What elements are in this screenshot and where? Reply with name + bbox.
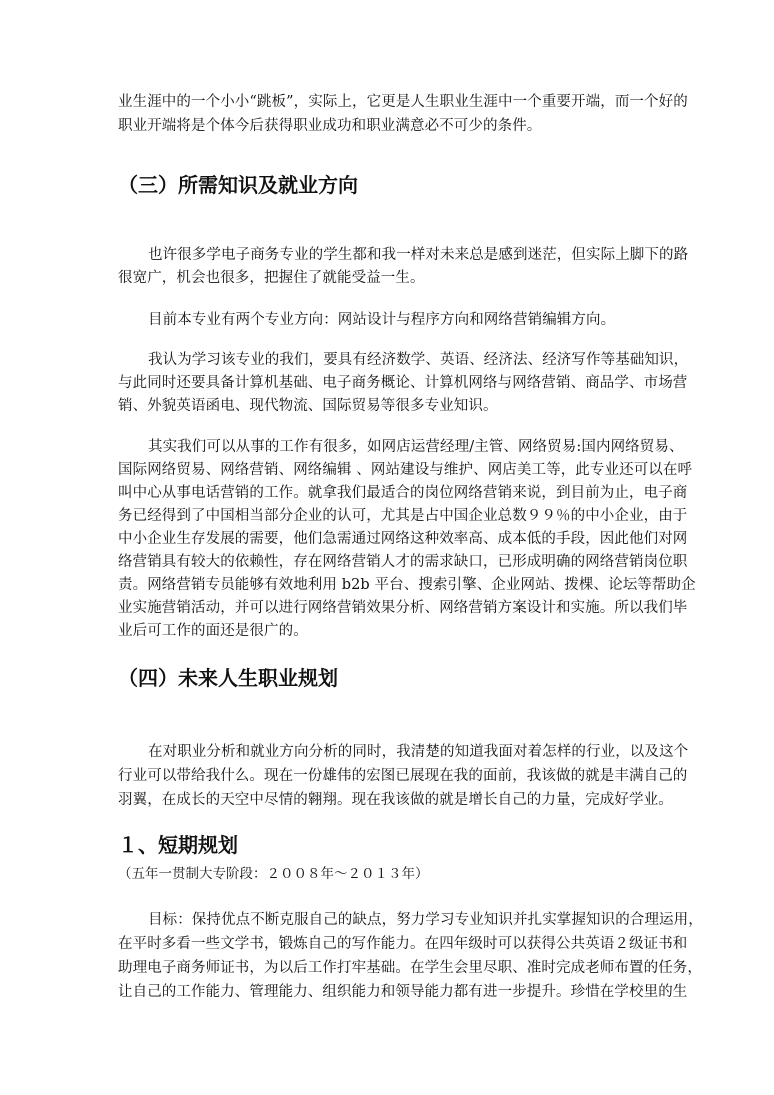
paragraph-line: 行业可以带给我什么。现在一份雄伟的宏图已展现在我的面前，我该做的就是丰满自己的	[118, 768, 688, 784]
paragraph-line: 业实施营销活动，并可以进行网络营销效果分析、网络营销方案设计和实施。所以我们毕	[118, 600, 688, 616]
section-heading-3: （三）所需知识及就业方向	[118, 173, 358, 197]
paragraph-line: 责。网络营销专员能够有效地利用 b2b 平台、搜索引擎、企业网站、拨棵、论坛等帮助企	[118, 577, 696, 593]
paragraph-line: 其实我们可以从事的工作有很多，如网店运营经理/主管、网络贸易:国内网络贸易、	[148, 439, 684, 455]
section-heading-4: （四）未来人生职业规划	[118, 666, 338, 690]
paragraph-line: 络营销具有较大的依赖性，存在网络营销人才的需求缺口，已形成明确的网络营销岗位职	[118, 554, 688, 570]
paragraph-line: 在对职业分析和就业方向分析的同时，我清楚的知道我面对着怎样的行业，以及这个	[148, 744, 689, 760]
paragraph-line: 国际网络贸易、网络营销、网络编辑 、网站建设与维护、网店美工等，此专业还可以在呼	[118, 462, 693, 478]
period-note: （五年一贯制大专阶段：２００８年～２０１３年）	[118, 866, 429, 882]
paragraph-line: 在平时多看一些文学书，锻炼自己的写作能力。在四年级时可以获得公共英语２级证书和	[118, 936, 688, 952]
paragraph-line: 很宽广，机会也很多，把握住了就能受益一生。	[118, 270, 425, 286]
paragraph-line: 也许很多学电子商务专业的学生都和我一样对未来总是感到迷茫，但实际上脚下的路	[148, 247, 689, 263]
body-text-line: 业生涯中的一个小小“跳板”，实际上，它更是人生职业生涯中一个重要开端，而一个好的	[118, 94, 688, 110]
paragraph-line: 与此同时还要具备计算机基础、电子商务概论、计算机网络与网络营销、商品学、市场营	[118, 375, 688, 391]
paragraph-line: 我认为学习该专业的我们，要具有经济数学、英语、经济法、经济写作等基础知识，	[148, 352, 689, 368]
paragraph-line: 销、外貌英语函电、现代物流、国际贸易等很多专业知识。	[118, 398, 498, 414]
paragraph-line: 目前本专业有两个专业方向：网站设计与程序方向和网络营销编辑方向。	[148, 312, 616, 328]
paragraph-line: 羽翼，在成长的天空中尽情的翱翔。现在我该做的就是增长自己的力量，完成好学业。	[118, 792, 673, 808]
paragraph-line: 目标：保持优点不断克服自己的缺点，努力学习专业知识并扎实掌握知识的合理运用，	[148, 912, 703, 928]
paragraph-line: 让自己的工作能力、管理能力、组织能力和领导能力都有进一步提升。珍惜在学校里的生	[118, 984, 688, 1000]
paragraph-line: 叫中心从事电话营销的工作。就拿我们最适合的岗位网络营销来说，到目前为止，电子商	[118, 485, 688, 501]
paragraph-line: 业后可工作的面还是很广的。	[118, 623, 308, 639]
paragraph-line: 务已经得到了中国相当部分企业的认可，尤其是占中国企业总数９９％的中小企业，由于	[118, 508, 688, 524]
body-text-line: 职业开端将是个体今后获得职业成功和职业满意必不可少的条件。	[118, 118, 542, 134]
paragraph-line: 助理电子商务师证书，为以后工作打牢基础。在学生会里尽职、准时完成老师布置的任务，	[118, 960, 702, 976]
short-term-heading: １、短期规划	[118, 833, 238, 857]
paragraph-line: 中小企业生存发展的需要，他们急需通过网络这种效率高、成本低的手段，因此他们对网	[118, 531, 688, 547]
